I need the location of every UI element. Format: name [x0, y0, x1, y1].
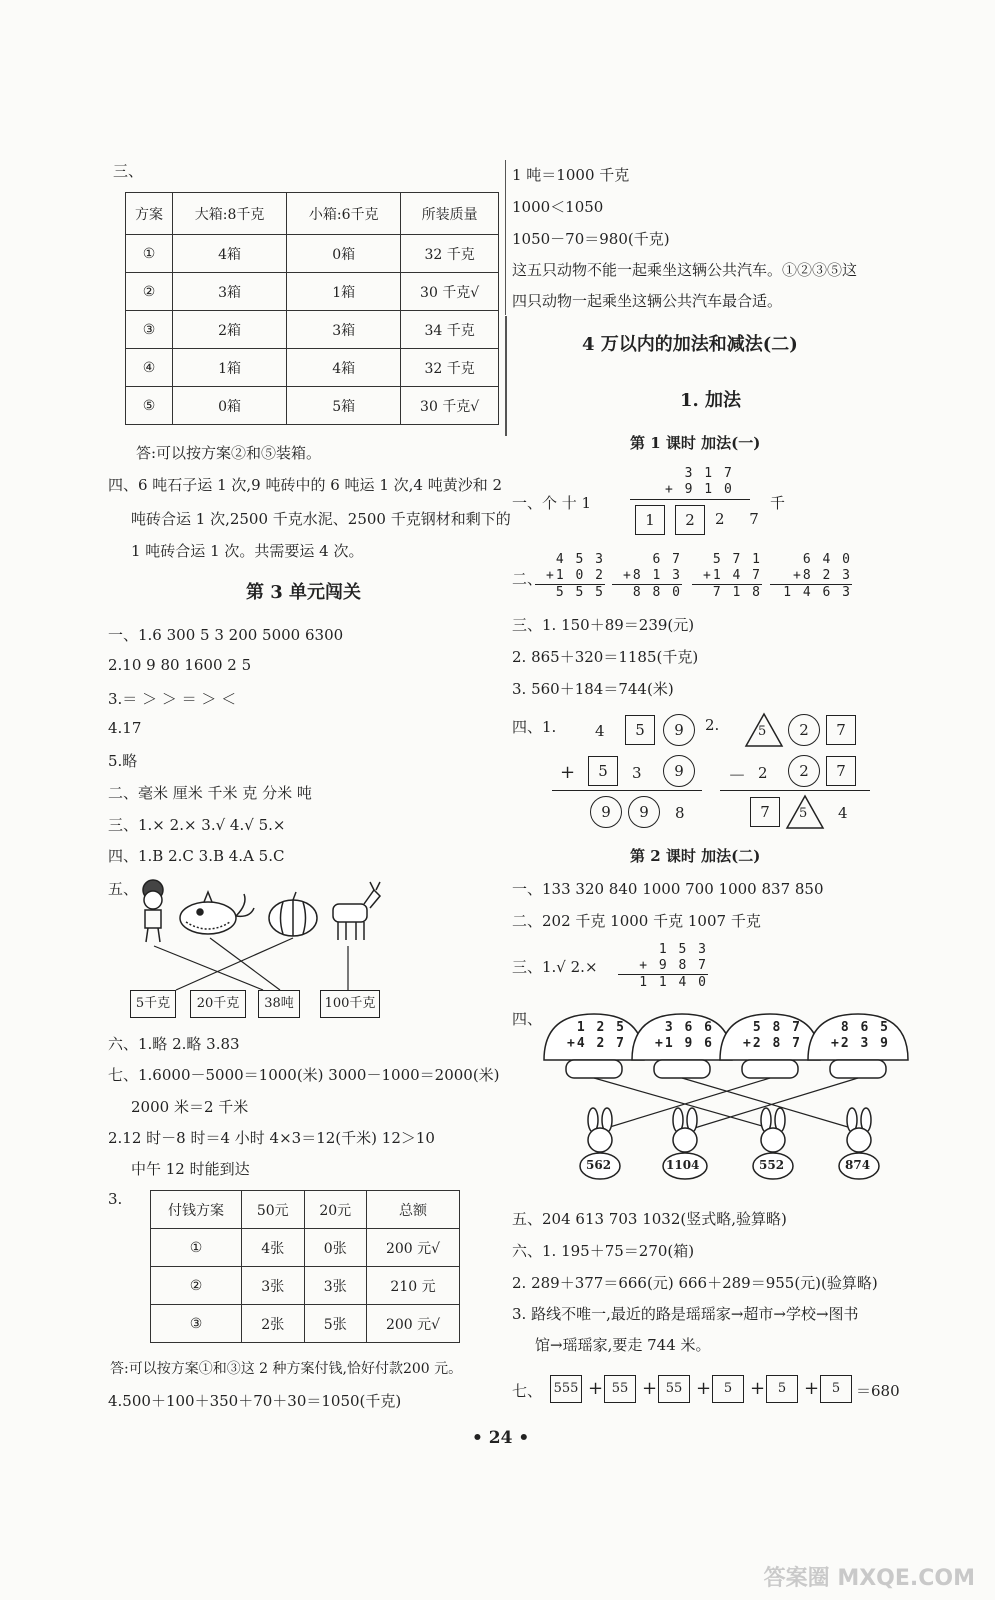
vertical-sum — [770, 552, 852, 601]
answer-line: 1000＜1050 — [512, 198, 604, 216]
rabbit-number: 1104 — [666, 1158, 700, 1172]
match-lines — [154, 938, 348, 990]
weight-box: 38吨 — [258, 990, 300, 1018]
answer-2: 答:可以按方案①和③这 2 种方案付钱,恰好付款200 元。 — [110, 1361, 463, 1377]
table-cell: 3张 — [304, 1267, 367, 1305]
table-cell: ② — [126, 273, 173, 311]
answer-line: 七、1.6000－5000＝1000(米) 3000－1000＝2000(米) — [108, 1066, 500, 1084]
lesson-title: 第 1 课时 加法(一) — [630, 434, 761, 452]
answer-line: 五、204 613 703 1032(竖式略,验算略) — [512, 1210, 787, 1228]
sum-digits: 2 7 — [715, 510, 769, 528]
mushroom-sum — [742, 1020, 802, 1052]
sum-line: 5 7 1 — [712, 552, 762, 567]
table-cell: ④ — [126, 349, 173, 387]
rabbit-number: 562 — [586, 1158, 612, 1172]
watermark: 答案圈 MXQE.COM — [763, 1566, 975, 1591]
section-title: 1. 加法 — [680, 390, 742, 411]
table-cell: 1箱 — [287, 273, 401, 311]
sum-line: 3 6 6 — [664, 1020, 714, 1035]
column-divider — [505, 316, 507, 436]
answer-line: 2.12 时－8 时＝4 小时 4×3＝12(千米) 12＞10 — [108, 1129, 435, 1147]
digit-box: 1 — [635, 505, 665, 535]
question-4: 4.500＋100＋350＋70＋30＝1050(千克) — [108, 1392, 402, 1410]
rabbit-icons — [580, 1108, 879, 1179]
table-header: 付钱方案 — [151, 1191, 242, 1229]
answer-line: 2.10 9 80 1600 2 5 — [108, 656, 252, 674]
sum-line: +8 1 3 — [623, 568, 682, 583]
column-divider — [505, 160, 506, 315]
digit-circle: 2 — [788, 755, 820, 787]
answer-line: 中午 12 时能到达 — [131, 1160, 250, 1178]
answer-line: 四只动物一起乘坐这辆公共汽车最合适。 — [512, 292, 783, 310]
sum-rule — [630, 499, 750, 500]
lesson1-q1-label: 一、个 十 1 — [512, 494, 592, 512]
section-4-label: 四、 — [512, 1010, 543, 1028]
pumpkin-icon — [269, 892, 317, 936]
table-cell: 200 元√ — [367, 1305, 460, 1343]
puzzle-digit: 4 — [595, 722, 605, 740]
table-header: 总额 — [367, 1191, 460, 1229]
plus-sign: + — [804, 1378, 820, 1399]
mushroom-sum — [654, 1020, 714, 1052]
digit-box: 7 — [826, 756, 856, 786]
table-header: 20元 — [304, 1191, 367, 1229]
section-4-line: 1 吨砖合运 1 次。共需要运 4 次。 — [131, 542, 364, 560]
puzzle-digit: 3 — [632, 764, 642, 782]
table-cell: 5张 — [304, 1305, 367, 1343]
number-box: 5 — [712, 1375, 744, 1403]
boy-icon — [143, 880, 163, 942]
sum-line: 3 1 7 — [684, 466, 734, 481]
sum-rule — [720, 790, 870, 791]
vertical-sum — [618, 942, 708, 991]
vertical-sum — [612, 552, 682, 601]
table-cell: 2张 — [242, 1305, 305, 1343]
table-cell: 200 元√ — [367, 1229, 460, 1267]
match-lines — [594, 1078, 858, 1130]
table-cell: 32 千克 — [401, 235, 499, 273]
sum-line: +2 3 9 — [831, 1036, 890, 1051]
table-cell: 0张 — [304, 1229, 367, 1267]
vertical-sum — [692, 552, 762, 601]
answer-line: 3. 路线不唯一,最近的路是瑶瑶家→超市→学校→图书 — [512, 1305, 859, 1323]
section-7-label: 七、 — [512, 1382, 543, 1400]
digit-circle: 9 — [590, 796, 622, 828]
number-box: 55 — [604, 1375, 636, 1403]
answer-line: 2000 米＝2 千米 — [131, 1098, 249, 1116]
number-box: 5 — [766, 1375, 798, 1403]
table-cell: 4张 — [242, 1229, 305, 1267]
table-cell: 3张 — [242, 1267, 305, 1305]
number-box: 5 — [820, 1375, 852, 1403]
sum-line: 4 5 3 — [555, 552, 605, 567]
plus-sign: + — [696, 1378, 712, 1399]
answer-line: 六、1. 195＋75＝270(箱) — [512, 1242, 695, 1260]
puzzle-digit: 5 — [758, 724, 767, 739]
lesson1-q2-label: 二、 — [512, 570, 543, 588]
answer-1: 答:可以按方案②和⑤装箱。 — [136, 444, 322, 462]
sum-line: 7 1 8 — [692, 584, 762, 601]
packing-table — [125, 192, 499, 425]
sum-line: +4 2 7 — [567, 1036, 626, 1051]
table-cell: 30 千克√ — [401, 273, 499, 311]
chapter-title: 4 万以内的加法和减法(二) — [582, 334, 798, 355]
vertical-sum — [665, 466, 734, 498]
answer-line: 馆→瑶瑶家,要走 744 米。 — [535, 1336, 711, 1354]
sum-line: +2 8 7 — [743, 1036, 802, 1051]
digit-circle: 9 — [663, 755, 695, 787]
table-cell: 1箱 — [173, 349, 287, 387]
table-cell: 30 千克√ — [401, 387, 499, 425]
digit-circle: 2 — [788, 714, 820, 746]
sum-line: 5 8 7 — [752, 1020, 802, 1035]
table-cell: ③ — [151, 1305, 242, 1343]
sum-line: 1 2 5 — [576, 1020, 626, 1035]
goat-icon — [333, 882, 380, 940]
table-header: 方案 — [126, 193, 173, 235]
number-box: 555 — [550, 1375, 582, 1403]
puzzle-digit: 4 — [838, 804, 848, 822]
section-4-line: 四、6 吨石子运 1 次,9 吨砖中的 6 吨运 1 次,4 吨黄沙和 2 — [108, 476, 503, 494]
unit-title: 第 3 单元闯关 — [246, 582, 362, 603]
answer-line: 这五只动物不能一起乘坐这辆公共汽车。①②③⑤这 — [512, 261, 858, 279]
table-cell: 210 元 — [367, 1267, 460, 1305]
sum-line: 1 1 4 0 — [618, 974, 708, 991]
whale-icon — [180, 892, 254, 934]
table-cell: ⑤ — [126, 387, 173, 425]
sum-rule — [552, 790, 702, 791]
number-box: 55 — [658, 1375, 690, 1403]
answer-line: 3.＝ ＞ ＞ ＝ ＞ ＜ — [108, 690, 237, 708]
table-cell: ① — [126, 235, 173, 273]
table-cell: 3箱 — [287, 311, 401, 349]
sum-line: + 9 8 7 — [639, 958, 708, 973]
table-cell: 3箱 — [173, 273, 287, 311]
answer-line: 2. 865＋320＝1185(千克) — [512, 648, 699, 666]
digit-box: 5 — [588, 756, 618, 786]
sum-line: 1 4 6 3 — [770, 584, 852, 601]
rabbit-number: 874 — [845, 1158, 871, 1172]
puzzle-digit: 8 — [675, 804, 685, 822]
answer-line: 四、1.B 2.C 3.B 4.A 5.C — [108, 847, 285, 865]
table-header: 大箱:8千克 — [173, 193, 287, 235]
sum-line: + 9 1 0 — [665, 482, 734, 497]
table-cell: 2箱 — [173, 311, 287, 349]
answer-line: 2. 289＋377＝666(元) 666＋289＝955(元)(验算略) — [512, 1274, 878, 1292]
digit-box: 5 — [625, 715, 655, 745]
sum-line: +8 2 3 — [793, 568, 852, 583]
table-cell: 32 千克 — [401, 349, 499, 387]
table-cell: 34 千克 — [401, 311, 499, 349]
thousand-label: 千 — [770, 494, 786, 512]
page-number: • 24 • — [472, 1428, 530, 1448]
lesson1-q4-2-label: 2. — [705, 716, 720, 734]
puzzle-digit: 2 — [758, 764, 768, 782]
mushroom-sum — [566, 1020, 626, 1052]
answer-line: 六、1.略 2.略 3.83 — [108, 1035, 240, 1053]
table-cell: ③ — [126, 311, 173, 349]
answer-line: 一、133 320 840 1000 700 1000 837 850 — [512, 880, 824, 898]
weight-box: 100千克 — [320, 990, 380, 1018]
result-text: ＝680 — [856, 1382, 900, 1400]
digit-circle: 9 — [663, 714, 695, 746]
table-cell: 0箱 — [173, 387, 287, 425]
section-4-line: 吨砖合运 1 次,2500 千克水泥、2500 千克钢材和剩下的 — [131, 510, 511, 528]
table-header: 50元 — [242, 1191, 305, 1229]
sum-line: 8 8 0 — [612, 584, 682, 601]
answer-line: 三、1. 150＋89＝239(元) — [512, 616, 695, 634]
sum-line: 5 5 5 — [535, 584, 605, 601]
section-3-label: 三、 — [113, 162, 144, 180]
sum-line: 6 7 — [652, 552, 682, 567]
table-cell: 5箱 — [287, 387, 401, 425]
digit-box: 7 — [750, 797, 780, 827]
table-cell: 4箱 — [287, 349, 401, 387]
sum-line: 6 4 0 — [802, 552, 852, 567]
weight-box: 20千克 — [190, 990, 246, 1018]
question-3-label: 3. — [108, 1190, 123, 1208]
sum-line: +1 9 6 — [655, 1036, 714, 1051]
answer-line: 1050－70＝980(千克) — [512, 230, 670, 248]
plus-sign: + — [588, 1378, 604, 1399]
table-cell: 0箱 — [287, 235, 401, 273]
answer-line: 4.17 — [108, 719, 142, 737]
digit-box: 7 — [826, 715, 856, 745]
digit-circle: 9 — [628, 796, 660, 828]
weight-box: 5千克 — [130, 990, 176, 1018]
table-cell: 4箱 — [173, 235, 287, 273]
sum-line: +1 0 2 — [546, 568, 605, 583]
table-cell: ① — [151, 1229, 242, 1267]
mushroom-sum — [830, 1020, 890, 1052]
payment-table — [150, 1190, 460, 1343]
answer-line: 三、1.× 2.× 3.√ 4.√ 5.× — [108, 816, 286, 834]
table-cell: ② — [151, 1267, 242, 1305]
lesson-title: 第 2 课时 加法(二) — [630, 847, 761, 865]
answer-line: 二、毫米 厘米 千米 克 分米 吨 — [108, 784, 312, 802]
puzzle-digit: 5 — [799, 806, 808, 821]
vertical-sum — [535, 552, 605, 601]
answer-line: 一、1.6 300 5 3 200 5000 6300 — [108, 626, 344, 644]
plus-sign: + — [642, 1378, 658, 1399]
sum-line: 1 5 3 — [658, 942, 708, 957]
sum-line: 8 6 5 — [840, 1020, 890, 1035]
table-header: 所装质量 — [401, 193, 499, 235]
answer-line: 5.略 — [108, 752, 138, 770]
plus-sign: + — [560, 762, 576, 783]
answer-line: 3. 560＋184＝744(米) — [512, 680, 674, 698]
digit-box: 2 — [675, 505, 705, 535]
sum-line: +1 4 7 — [703, 568, 762, 583]
answer-line: 1 吨＝1000 千克 — [512, 166, 630, 184]
lesson1-q4-label: 四、1. — [512, 718, 557, 736]
plus-sign: + — [750, 1378, 766, 1399]
answer-line: 三、1.√ 2.× — [512, 958, 598, 976]
answer-line: 二、202 千克 1000 千克 1007 千克 — [512, 912, 761, 930]
table-header: 小箱:6千克 — [287, 193, 401, 235]
minus-sign: － — [728, 766, 746, 787]
section-5-label: 五、 — [108, 880, 139, 898]
rabbit-number: 552 — [759, 1158, 785, 1172]
